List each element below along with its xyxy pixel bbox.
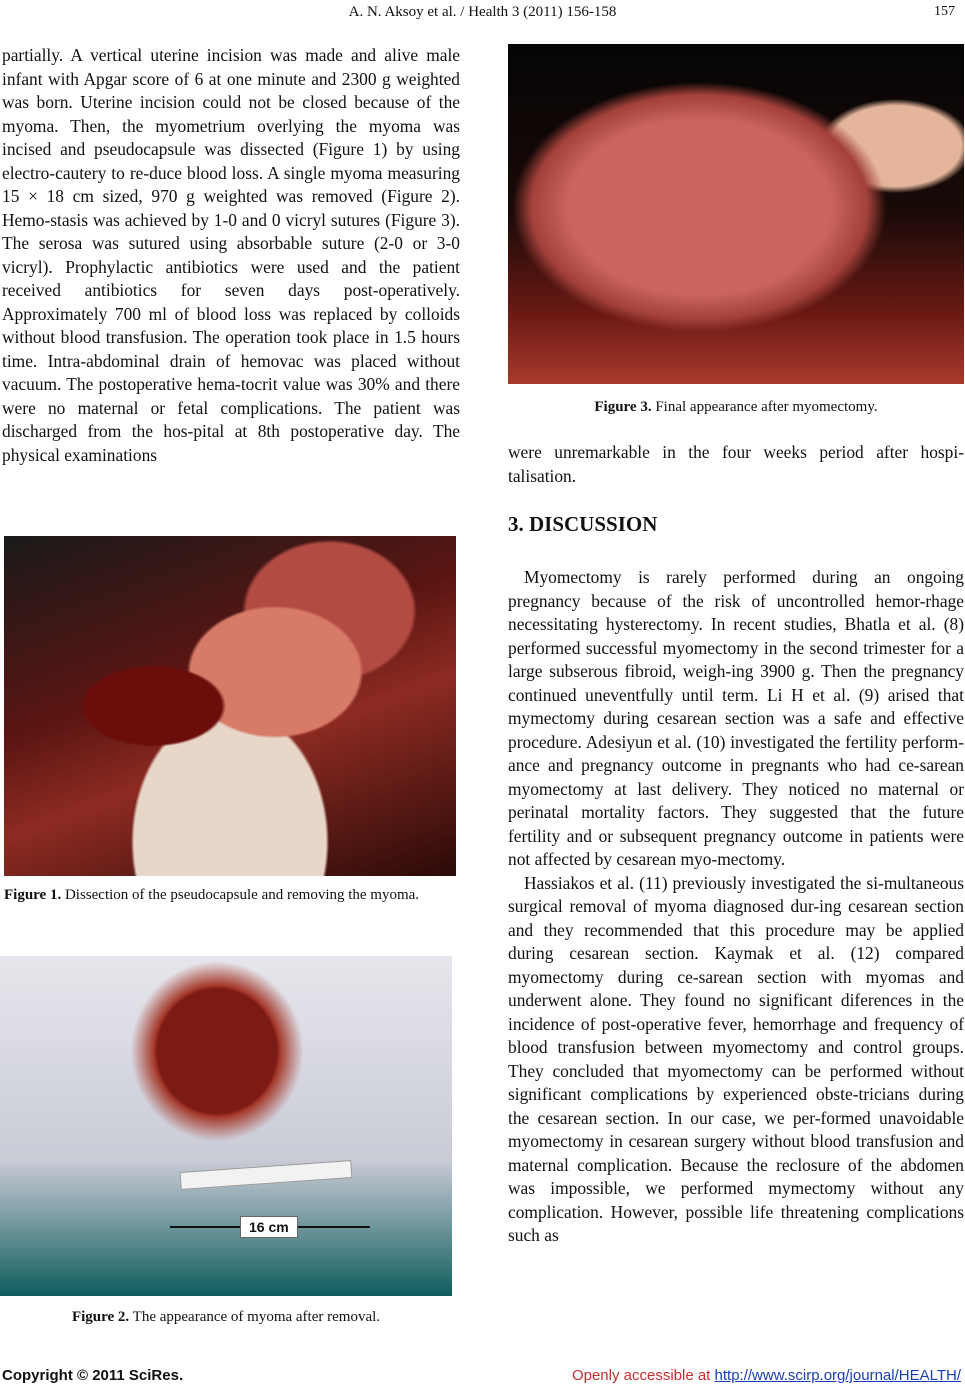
figure-1-caption <box>4 886 456 904</box>
figure-1-caption-text: Dissection of the pseudocapsule and removing the myoma. <box>61 887 420 903</box>
page-footer <box>0 1365 965 1387</box>
open-access-prefix: Openly accessible at <box>571 1367 715 1384</box>
discussion-paragraph-2: Hassiakos et al. (11) previously investigated the si-multaneous surgical removal of myoma diagnosed dur-ing cesarean section and they recommended that this procedure may be applied during cesarean section. Kaymak et al. (12) compared myomectomy during ce-sarean section with myomas and underwent alone. They found no significant diferences in the incidence of post-operative fever, hemorrhage and frequency of blood transfusion between myomectomy and control groups. They concluded that myomectomy can be performed without significant complications by experienced obste-tricians during the cesarean section. In our case, we per-formed unavoidable myomectomy in cesarean surgery without blood transfusion and maternal complication. Because the reclosure of the abdomen was impossible, we performed mymectomy without any complication. However, possible life threatening complications such as <box>508 872 964 1245</box>
figure-2-label: Figure 2. <box>71 1309 130 1325</box>
figure-2-image <box>0 956 452 1296</box>
open-access-notice <box>572 1367 961 1384</box>
discussion-text <box>508 566 964 1248</box>
page-header <box>0 0 965 24</box>
continuation-paragraph: were unremarkable in the four weeks period after hospi-talisation. <box>508 442 964 486</box>
figure-2-caption <box>0 1308 452 1326</box>
page-number: 157 <box>934 4 955 19</box>
section-heading: 3. DISCUSSION <box>508 512 658 536</box>
figure-3-label: Figure 3. <box>594 399 652 415</box>
syringe-illustration <box>180 1160 353 1190</box>
left-column-text <box>2 44 460 467</box>
figure-3-image <box>508 44 964 384</box>
figure-2-caption-text: The appearance of myoma after removal. <box>129 1309 381 1325</box>
body-paragraph: partially. A vertical uterine incision was made and alive male infant with Apgar score of 6 at one minute and 2300 g weighted was born. Uterine incision could not be closed because of the myoma. Then, the myometrium overlying the myoma was incised and pseudocapsule was dissected (Figure 1) by using electro-cautery to re-duce blood loss. A single myoma measuring 15 × 18 cm sized, 970 g weighted was removed (Figure 2). Hemo-stasis was achieved by 1-0 and 0 vicryl sutures (Figure 3). The serosa was sutured using absorbable suture (2-0 or 3-0 vicryl). Prophylactic antibiotics were used and the patient received antibiotics for seven days post-operatively. Approximately 700 ml of blood loss was replaced by colloids without blood transfusion. The operation took place in 1.5 hours time. Intra-abdominal drain of hemovac was placed without vacuum. The postoperative hema-tocrit value was 30% and there were no maternal or fetal complications. The patient was discharged from the hos-pital at 8th postoperative day. The physical examinations <box>2 45 460 465</box>
discussion-paragraph-1: Myomectomy is rarely performed during an ongoing pregnancy because of the risk of uncontrolled hemor-rhage necessitating hysterectomy. In recent studies, Bhatla et al. (8) performed successful myomectomy in the second trimester for a large subserous fibroid, weigh-ing 3900 g. Then the pregnancy continued uneventfully until term. Li H et al. (9) arised that mymectomy during cesarean section was a safe and effective procedure. Adesiyun et al. (10) investigated the fertility perform-ance and pregnancy outcome in pregnants who had ce-sarean myomectomy at last delivery. They noticed no maternal or perinatal mortality factors. They suggested that the future fertility and or subsequent pregnancy outcome in patients were not affected by cesarean myo-mectomy. <box>508 567 964 869</box>
right-column-continuation <box>508 441 964 488</box>
figure-1-image <box>4 536 456 876</box>
figure-3-caption-text: Final appearance after myomectomy. <box>651 399 878 415</box>
copyright-notice: Copyright © 2011 SciRes. <box>2 1367 184 1384</box>
journal-link[interactable]: http://www.scirp.org/journal/HEALTH/ <box>714 1367 961 1384</box>
running-title: A. N. Aksoy et al. / Health 3 (2011) 156-158 <box>348 4 617 20</box>
figure-1-label: Figure 1. <box>4 887 62 903</box>
figure-3-caption <box>508 398 964 416</box>
ruler-label: 16 cm <box>240 1216 298 1238</box>
